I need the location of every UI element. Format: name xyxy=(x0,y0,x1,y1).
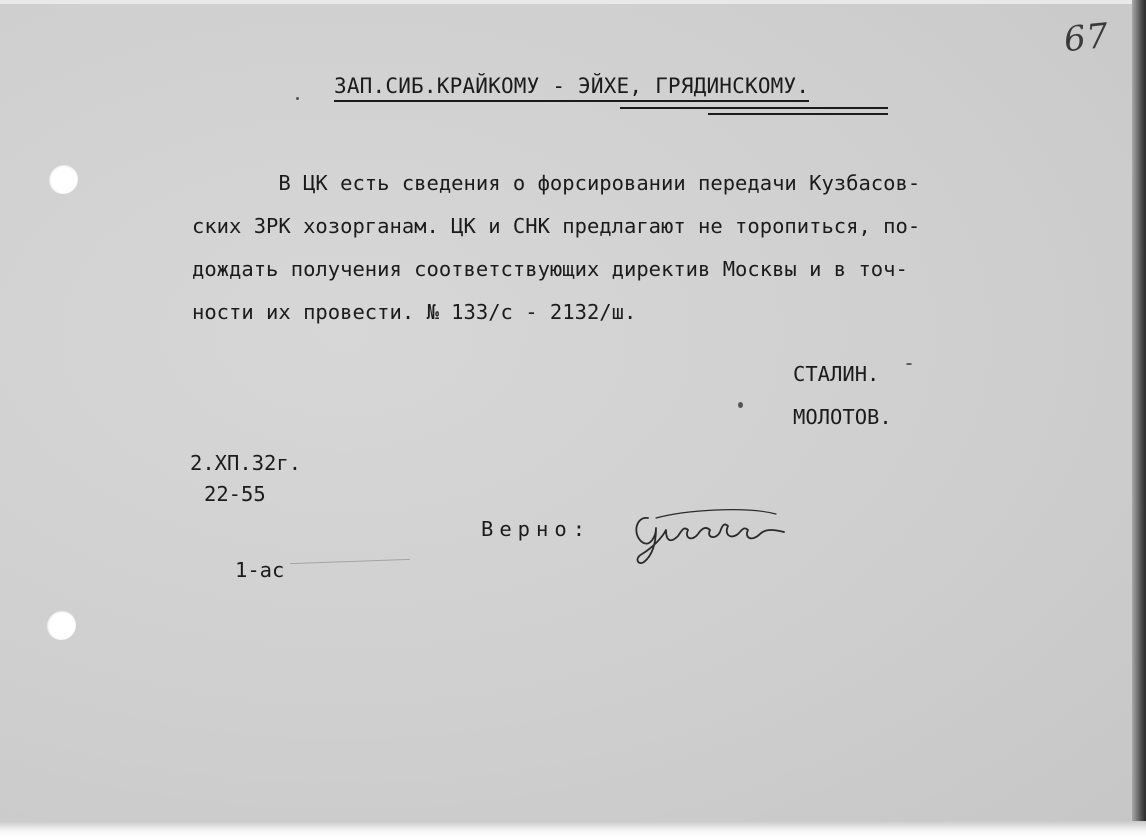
dispatch-time: 22-55 xyxy=(204,482,266,506)
punch-hole-bottom xyxy=(46,610,76,640)
handwritten-page-number: 67 xyxy=(1062,15,1112,61)
body-line: ских ЗРК хозорганам. ЦК и СНК предлагают не торопиться, по- xyxy=(192,214,921,238)
body-line: В ЦК есть сведения о форсировании передачи Кузбасов- xyxy=(192,171,921,195)
signature-molotov: МОЛОТОВ. xyxy=(793,405,892,429)
body-line: дождать получения соответствующих директив Москвы и в точ- xyxy=(192,257,908,281)
registry-code: 1-ас xyxy=(235,558,285,582)
certified-label: Верно: xyxy=(481,517,592,541)
ink-speck xyxy=(906,363,912,365)
ink-speck xyxy=(738,402,743,408)
dispatch-date: 2.ХП.32г. xyxy=(190,451,302,475)
body-line: ности их провести. № 133/с - 2132/ш. xyxy=(192,300,637,324)
paper-scratch xyxy=(290,559,410,564)
telegram-body xyxy=(192,162,1102,334)
ink-speck xyxy=(296,97,299,100)
paper-right-edge xyxy=(1132,0,1146,837)
heading-triple-underline xyxy=(708,113,888,115)
punch-hole-top xyxy=(48,164,78,194)
paper-bottom-margin xyxy=(0,821,1146,837)
signature-stalin: СТАЛИН. xyxy=(793,362,880,386)
paper-top-edge xyxy=(0,0,1146,4)
certifier-signature xyxy=(626,496,801,566)
heading-double-underline xyxy=(620,107,888,109)
document-heading: ЗАП.СИБ.КРАЙКОМУ - ЭЙХЕ, ГРЯДИНСКОМУ. xyxy=(334,74,809,102)
